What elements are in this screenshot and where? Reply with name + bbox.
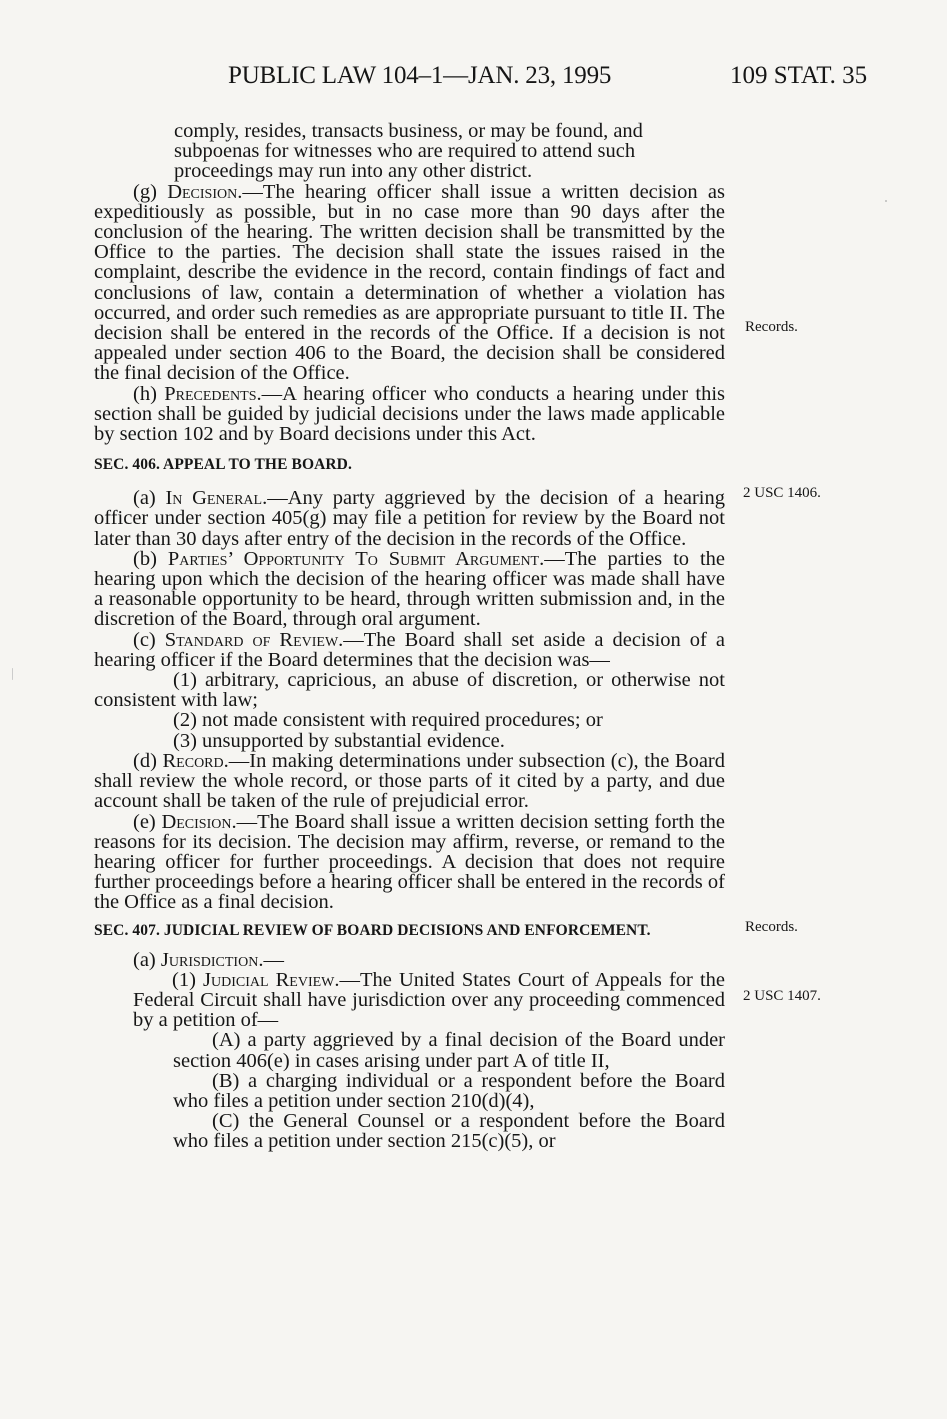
- subsection-text: A hearing officer who conducts a hearing under this section shall be guided by judicial decisions under the laws made applicable by section 102 and by Board decisions under this Act.: [94, 382, 726, 446]
- section-406-c: [94, 630, 725, 670]
- caption-dash: .—: [223, 749, 250, 772]
- subsection-caption: In General: [165, 487, 263, 510]
- caption-dash: .—: [539, 547, 565, 570]
- paragraph-406-c-1: (1) arbitrary, capricious, an abuse of discretion, or otherwise not consistent with law;: [94, 669, 725, 712]
- subsection-caption: Precedents: [164, 382, 257, 405]
- paragraph-label: (1): [172, 968, 203, 991]
- section-406-a: [94, 488, 725, 549]
- statute-page-number: 109 STAT. 35: [730, 62, 868, 89]
- subsection-label: (b): [133, 547, 168, 570]
- margin-note-usc-1407: 2 USC 1407.: [743, 988, 821, 1004]
- running-header-title: PUBLIC LAW 104–1—JAN. 23, 1995: [228, 62, 612, 89]
- subsection-label: (c): [133, 628, 165, 651]
- subsection-text: In making determinations under subsection (c), the Board shall review the whole record, or those parts of it cited by a party, and due account shall be taken of the rule of prejudicial error.: [94, 749, 726, 813]
- subsection-text: The Board shall set aside a decision of a hearing officer if the Board determines that the decision was—: [94, 628, 725, 671]
- paragraph-406-c-2: (2) not made consistent with required procedures; or: [173, 709, 603, 732]
- section-407-a: [94, 950, 725, 970]
- scan-speck: [12, 668, 13, 680]
- subsection-caption: Parties’ Opportunity To Submit Argument: [167, 547, 540, 570]
- subsection-text: Any party aggrieved by the decision of a hearing officer under section 405(g) may file a petition for review by the Board not later than 30 days after entry of the decision in the records of the Office.: [94, 487, 725, 550]
- subsection-label: (a): [133, 487, 166, 510]
- subsection-text: The Board shall issue a written decision setting forth the reasons for its decision. The decision may affirm, reverse, or remand to the hearing officer for further proceedings. A decision that does not require further proceedings before a hearing officer shall be entered in the records of the Office as a final decision.: [94, 810, 725, 914]
- caption-dash: .—: [262, 487, 288, 510]
- subsection-caption: Record: [162, 749, 224, 772]
- margin-note-usc-1406: 2 USC 1406.: [743, 485, 821, 501]
- scan-speck: [885, 200, 887, 202]
- subparagraph-407-a-1-C: (C) the General Counsel or a respondent before the Board who files a petition under section 215(c)(5), or: [173, 1110, 725, 1153]
- section-406-heading: SEC. 406. APPEAL TO THE BOARD.: [94, 456, 352, 474]
- subsection-h: [94, 384, 725, 445]
- caption-dash: .—: [258, 948, 284, 971]
- paragraph-text: The United States Court of Appeals for the Federal Circuit shall have jurisdiction over any proceeding commenced by a petition of—: [133, 968, 725, 1032]
- subsection-g: [94, 182, 725, 384]
- subsection-caption: Decision: [161, 810, 232, 833]
- paragraph-continuation: comply, resides, transacts business, or may be found, and subpoenas for witnesses who are required to attend such proceedings may run into any other district.: [174, 120, 643, 183]
- section-406-e: [94, 812, 725, 913]
- subparagraph-407-a-1-B: (B) a charging individual or a respondent before the Board who files a petition under section 210(d)(4),: [173, 1069, 725, 1112]
- caption-dash: .—: [338, 628, 364, 651]
- subparagraph-407-a-1-A: (A) a party aggrieved by a final decision of the Board under section 406(e) in cases arising under part A of title II,: [173, 1029, 725, 1072]
- section-406-b: [94, 549, 725, 630]
- body-text: [94, 121, 725, 1152]
- subsection-caption: Jurisdiction: [160, 948, 259, 971]
- margin-note-records: Records.: [745, 919, 798, 935]
- caption-dash: .—: [334, 968, 360, 991]
- subsection-text: The hearing officer shall issue a written decision as expeditiously as possible, but in no case more than 90 days after the conclusion of the hearing. The written decision shall be transmitted by the Office to the parties. The decision shall state the issues raised in the complaint, describe the evidence in the record, contain findings of fact and conclusions of law, contain a determination of whether a violation has occurred, and order such remedies as are appropriate pursuant to title II. The decision shall be entered in the records of the Office. If a decision is not appealed under section 406 to the Board, the decision shall be considered the final decision of the Office.: [94, 180, 726, 385]
- paragraph-406-c-3: (3) unsupported by substantial evidence.: [173, 729, 505, 752]
- caption-dash: .—: [237, 180, 263, 203]
- subsection-text: The parties to the hearing upon which the decision of the hearing officer was made shall have a reasonable opportunity to be heard, through written submission and, in the discretion of the Board, through oral argument.: [94, 547, 725, 631]
- subsection-label: (d): [133, 749, 163, 772]
- margin-note-records: Records.: [745, 319, 798, 335]
- paragraph-407-a-1: [94, 970, 725, 1031]
- subsection-caption: Decision: [167, 180, 238, 203]
- caption-dash: .—: [256, 382, 283, 405]
- paragraph-caption: Judicial Review: [203, 968, 335, 991]
- subsection-label: (e): [133, 810, 162, 833]
- caption-dash: .—: [231, 810, 258, 833]
- subsection-label: (a): [133, 948, 161, 971]
- section-407-heading: SEC. 407. JUDICIAL REVIEW OF BOARD DECISIONS AND ENFORCEMENT.: [94, 921, 651, 939]
- subsection-caption: Standard of Review: [164, 628, 339, 651]
- subsection-label: (h): [133, 382, 165, 405]
- section-406-d: [94, 751, 725, 812]
- subsection-label: (g): [133, 180, 168, 203]
